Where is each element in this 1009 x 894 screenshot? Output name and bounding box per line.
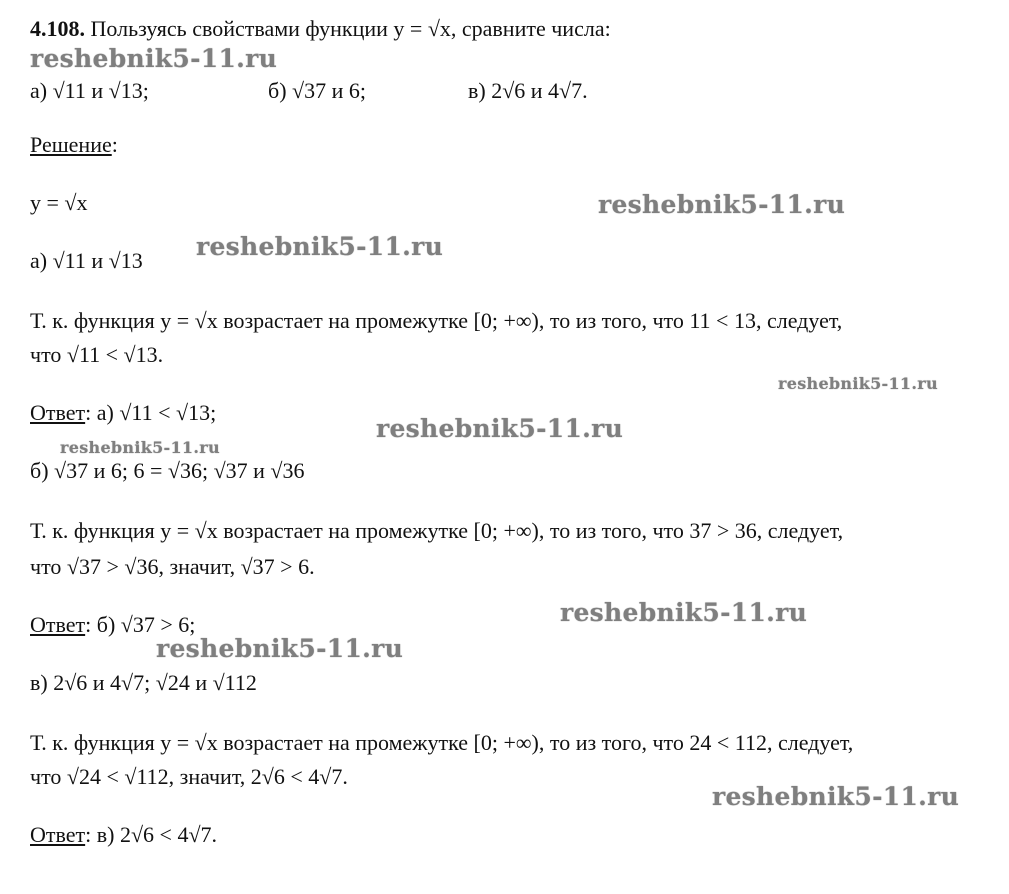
solution-heading: Решение — [30, 132, 112, 157]
part-c-task-line — [30, 672, 257, 694]
problem-parts — [30, 80, 149, 102]
watermark: reshebnik5-11.ru — [376, 414, 624, 443]
watermark: reshebnik5-11.ru — [712, 782, 960, 811]
part-a-reason-line-2 — [30, 344, 163, 366]
part-b-reason-1: Т. к. функция y = √x возрастает на промежутке [0; +∞), то из того, что 37 > 36, следует, — [30, 518, 844, 543]
watermark: reshebnik5-11.ru — [60, 438, 220, 457]
part-c-answer-value: : в) 2√6 < 4√7. — [85, 822, 218, 847]
part-b-reason-2: что √37 > √36, значит, √37 > 6. — [30, 554, 315, 579]
part-c-reason-2: что √24 < √112, значит, 2√6 < 4√7. — [30, 764, 348, 789]
part-b-reason-line-2 — [30, 556, 315, 578]
part-c-reason-1: Т. к. функция y = √x возрастает на промежутке [0; +∞), то из того, что 24 < 112, следует, — [30, 730, 854, 755]
part-a-reason-1: Т. к. функция y = √x возрастает на промежутке [0; +∞), то из того, что 11 < 13, следует, — [30, 308, 843, 333]
part-a-answer-value: : а) √11 < √13; — [85, 400, 217, 425]
problem-part-a: а) √11 и √13; — [30, 78, 149, 103]
part-c-reason-line-1 — [30, 732, 853, 754]
problem-statement: Пользуясь свойствами функции y = √x, сравните числа: — [90, 16, 611, 41]
part-b-answer-label: Ответ — [30, 612, 86, 637]
problem-part-c-line — [468, 80, 588, 102]
problem-number: 4.108. — [30, 16, 85, 41]
part-c-answer-line — [30, 824, 217, 846]
part-c-answer-label: Ответ — [30, 822, 86, 847]
function-definition: y = √x — [30, 190, 88, 215]
function-line — [30, 192, 87, 214]
watermark: reshebnik5-11.ru — [196, 232, 444, 261]
watermark: reshebnik5-11.ru — [30, 44, 278, 73]
part-a-reason-line-1 — [30, 310, 842, 332]
part-b-answer-value: : б) √37 > 6; — [85, 612, 196, 637]
watermark: reshebnik5-11.ru — [560, 598, 808, 627]
solution-heading-colon: : — [111, 132, 118, 157]
part-b-task-line — [30, 460, 305, 482]
part-a-answer-label: Ответ — [30, 400, 86, 425]
solution-heading-line — [30, 134, 118, 156]
problem-part-c: в) 2√6 и 4√7. — [468, 78, 588, 103]
part-c-task: в) 2√6 и 4√7; √24 и √112 — [30, 670, 257, 695]
part-a-task: а) √11 и √13 — [30, 248, 143, 273]
problem-part-b-line — [268, 80, 366, 102]
watermark: reshebnik5-11.ru — [156, 634, 404, 663]
part-c-reason-line-2 — [30, 766, 348, 788]
part-b-task: б) √37 и 6; 6 = √36; √37 и √36 — [30, 458, 305, 483]
part-b-reason-line-1 — [30, 520, 843, 542]
problem-header — [30, 18, 611, 40]
watermark: reshebnik5-11.ru — [778, 374, 938, 393]
part-b-answer-line — [30, 614, 195, 636]
part-a-answer-line — [30, 402, 216, 424]
part-a-reason-2: что √11 < √13. — [30, 342, 164, 367]
watermark: reshebnik5-11.ru — [598, 190, 846, 219]
part-a-task-line — [30, 250, 143, 272]
problem-part-b: б) √37 и 6; — [268, 78, 366, 103]
